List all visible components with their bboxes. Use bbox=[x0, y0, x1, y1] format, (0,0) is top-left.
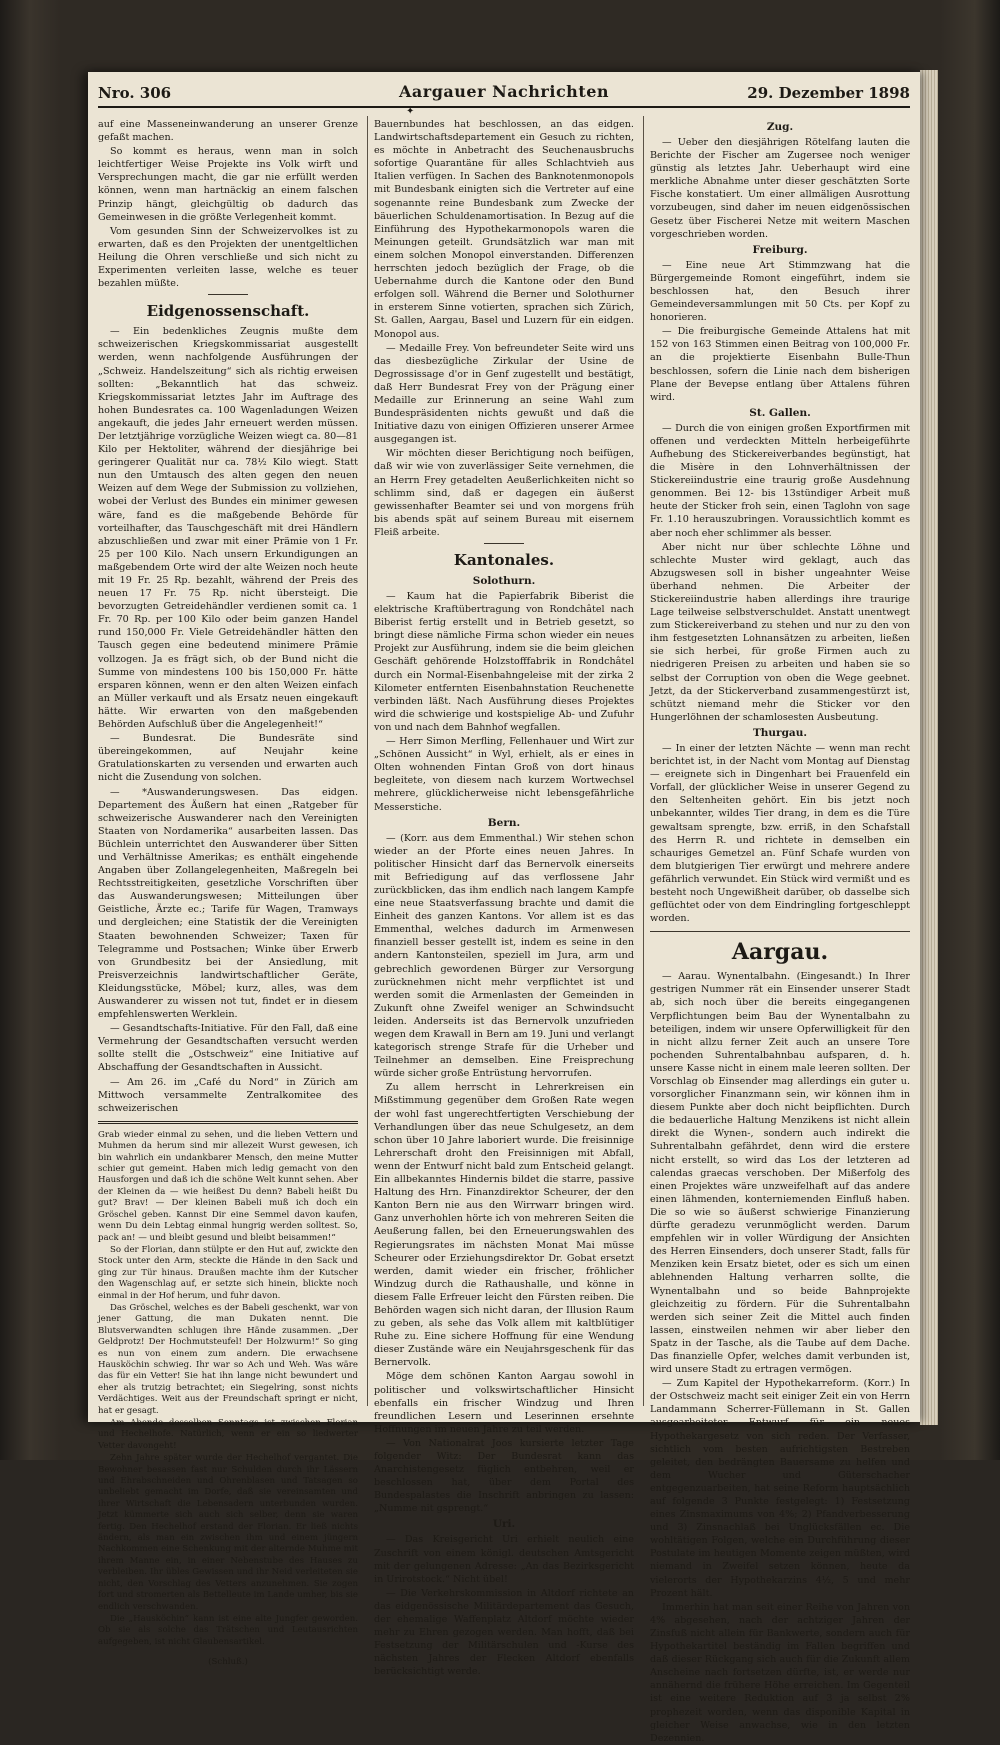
section-heading: Aargau. bbox=[731, 939, 829, 966]
paragraph: Bauernbundes hat beschlossen, an das eidgen. Landwirtschaftsdepartement ein Gesuch zu richten, es möchte in Anbetracht des Seuchenausbruchs sofortige Quarantäne für alles Schlachtvieh aus Italien verfügen. In Sachen des Banknotenmonopols mit Bundesbank einigten sich die Vertreter auf eine sogenannte reine Bundesbank zum Zwecke der bäuerlichen Schuldenamortisation. In Bezug auf die Einführung des Hypothekarmonopols waren die Meinungen geteilt. Grundsätzlich war man mit einem solchen Monopol einverstanden. Differenzen herrschten jedoch bezüglich der Frage, ob die Uebernahme durch die Kantone oder den Bund erfolgen soll. Während die Berner und Solothurner in ersterem Sinne votierten, sprachen sich Zürich, St. Gallen, Aargau, Basel und Luzern für ein eidgen. Monopol aus. bbox=[374, 119, 634, 340]
ornament-icon: ✦ bbox=[406, 106, 415, 117]
divider bbox=[650, 931, 910, 932]
section-heading: Kantonales. bbox=[453, 551, 555, 569]
paragraph: — Herr Simon Merfling, Fellenhauer und Wirt zur „Schönen Aussicht“ in Wyl, erhielt, als er eines in Olten wohnenden Fintan Groß von dort hinaus begleitete, von diesem nach kurzem Wortwechsel mehrere, glücklicherweise nicht lebensgefährliche Messerstiche. bbox=[374, 736, 634, 813]
paragraph: auf eine Masseneinwanderung an unserer Grenze gefaßt machen. bbox=[98, 119, 358, 144]
paragraph: Möge dem schönen Kanton Aargau sowohl in politischer und volkswirtschaftlicher Hinsicht ebenfalls ein frischer Windzug und Ihren freundlichen Lesern und Leserinnen ersehnte Hoffnungen im neuen Jahre zu teil werden. bbox=[374, 1371, 634, 1435]
paragraph: Wir möchten dieser Berichtigung noch beifügen, daß wir wie von zuverlässiger Seite vernehmen, die an Herrn Frey getadelten Aeußerlichkeiten nicht so schlimm sind, daß er dagegen ein äußerst gewissenhafter Beamter sei und von morgens früh bis abends spät auf seinem Bureau mit eisernem Fleiß arbeite. bbox=[374, 448, 634, 538]
issue-number: Nro. 306 bbox=[98, 84, 172, 102]
paragraph: — In einer der letzten Nächte — wenn man recht berichtet ist, in der Nacht vom Montag auf Dienstag — ereignete sich in Dingenhart bei Frauenfeld ein Vorfall, der glücklicher Weise in unserer Gegend zu den Seltenheiten gehört. Ein bis jetzt noch unbekannter, wildes Tier drang, in dem es die Türe gewaltsam sprengte, bzw. erriß, in den Schafstall des Herrn R. und richtete in demselben ein schauriges Gemetzel an. Fünf Schafe wurden von dem blutgierigen Tier erwürgt und mehrere andere gefährlich verwundet. Ein Stück wird vermißt und es besteht noch Ungewißheit darüber, ob dasselbe sich geflüchtet oder von dem Eindringling fortgeschleppt worden. bbox=[650, 742, 910, 925]
paragraph: — Durch die von einigen großen Exportfirmen mit offenen und verdeckten Mitteln herbeigeführte Aufhebung des Stickereiverbandes begünstigt, hat die Misère in den Lohnverhältnissen der Stickereiindustrie eine traurig große Ausdehnung genommen. Bei 12- bis 13stündiger Arbeit muß heute der Sticker froh sein, einen Taglohn von sage Fr. 1.10 herauszubringen. Voraussichtlich kommt es aber noch eher schlimmer als besser. bbox=[650, 422, 910, 539]
divider bbox=[484, 543, 524, 544]
paragraph: — Die Verkehrskommission in Altdorf richtete an das eidgenössische Militärdepartement das Gesuch, der ehemalige Waffenplatz Altdorf möchte wieder mehr zu Ehren gezogen werden. Man hofft, daß bei Festsetzung der Militärschulen und -Kurse des nächsten Jahres der Flecken Altdorf ebenfalls berücksichtigt werde. bbox=[374, 1587, 634, 1678]
feuilleton-paragraph: Am Abende desselben Sonntags ist zwischen Florian und Hechelhofe. Natürlich, wenn er ein so liedwerter Vetter davongeht! bbox=[98, 1418, 358, 1451]
feuilleton-paragraph: Grab wieder einmal zu sehen, und die lieben Vettern und Muhmen da herum sind mir allezeit Wurst gewesen, ich bin wahrlich ein undankbarer Mensch, den meine Mutter schier gut gemeint. Haben mich ledig gemacht von den Hausforgen und daß ich die schöne Welt kunnt sehen. Aber der Kleinen da — wie heißest Du denn? Babeli heißt Du gut? Brav! — Der kleinen Babeli muß ich doch ein Gröschel geben. Kannst Dir eine Semmel davon kaufen, wenn Du dein Lebtag einmal hungrig werden solltest. So, pack an! — und bleibt gesund und bleibt beisammen!“ bbox=[98, 1129, 358, 1243]
paragraph: So kommt es heraus, wenn man in solch leichtfertiger Weise Projekte ins Volk wirft und Versprechungen macht, die gar nie erfüllt werden können, wenn man hartnäckig an einem falschen Prinzip hängt, gleichgültig ob dadurch das Gemeinwesen in die größte Verlegenheit kommt. bbox=[98, 146, 358, 223]
feuilleton-paragraph: Zehn Jahre später wurde der Hechelhof vergantet. Die Bewohner besassen fast nur Schulden durch ihr Lässern und Ehrabschneiden und Ohrenblasen und Tatsagen so unbeliebt gemacht im Dorfe, daß sie vereinsamten und ihrer Wirtschaft die Lebensadern unterbunden wurden. Jetzt kümmerte sich auch sich selber, denn sie waren fertig. Den Hechelhof erstand der Florian. Er ließ nichts ändern, als man ein zwischen ihm und einem jüngern Nachkommen eine Schenkung mit der alternde Muhme mit ihrem Manne ein, in einer Nebenstube des Hauses zu verbleiben. Ihr übles Gewissen und ihr Neid verleiteten sie nicht, den Vorschlag des Vetters anzunehmen. Sie zogen fort und stromerten als Bettelleute im Lande umher, bis sie endlich verschwanden. bbox=[98, 1453, 358, 1612]
newspaper-page bbox=[88, 72, 920, 1744]
subsection-heading: St. Gallen. bbox=[749, 406, 811, 419]
paragraph: — Bundesrat. Die Bundesräte sind übereingekommen, auf Neujahr keine Gratulationskarten zu versenden und erwarten auch nicht die Zusendung von solchen. bbox=[98, 733, 358, 784]
paragraph: — Zum Kapitel der Hypothekarreform. (Korr.) In der Ostschweiz macht seit einiger Zeit ein von Herrn Landammann Scherrer-Füllemann in St. Gallen ausgearbeiteter Entwurf für ein neues Hypothekargesetz von sich reden. Der Verfasser, sichtlich vom besten aufrichtigsten Bestreben geleitet, den bedrängten Bauersame zu helfen und dem Wucher und Güterschacher entgegenzuarbeiten, hat seine Reform hauptsächlich auf folgende 3 Punkte festgelegt: 1) Festsetzung eines Zinsmaximums von 4%; 2) Pfandverbesserung und 3) Zinsnachlaß bei Unglücksfällen ec. Die wohltätigen Folgen, welche ein Durchführung dieser Postulate im heutigen Momente zeigen müßten, wird niemand in Zweifel setzen können, heute da vielerorts der Hypothekarzins 4½, 5 und mehr Prozent hält. bbox=[650, 1378, 910, 1599]
paragraph: — Die freiburgische Gemeinde Attalens hat mit 152 von 163 Stimmen einen Beitrag von 100,000 Fr. an die projektierte Eisenbahn Bulle-Thun beschlossen, sofern die Linie nach dem bisherigen Plane der Bevepse entlang über Attalens führen wird. bbox=[650, 326, 910, 403]
subsection-heading: Freiburg. bbox=[752, 243, 808, 256]
paragraph: — Von Nationalrat Joos kursierte letzter Tage folgender Witz: Der Bundesrat kann das Anarchistengesetz füglich entbehren, weil er beschlossen hat, über dem Portal des Bundespalastes die Inschrift anbringen zu lassen: „Numme nit gsprengt.“ bbox=[374, 1437, 634, 1515]
paragraph: — Medaille Frey. Von befreundeter Seite wird uns das diesbezügliche Zirkular der Usine de Degrossissage d'or in Genf zugestellt und bestätigt, daß Herr Bundesrat Frey von der Prägung einer Medaille zur Erinnerung an seine Wahl zum Bundespräsidenten nichts gewußt und daß die Initiative dazu von einigen Offizieren unserer Armee ausgegangen ist. bbox=[374, 342, 634, 446]
paragraph: — Eine neue Art Stimmzwang hat die Bürgergemeinde Romont eingeführt, indem sie beschlossen hat, den Besuch ihrer Gemeindeversammlungen mit 50 Cts. per Kopf zu honorieren. bbox=[650, 259, 910, 324]
section-heading: Eidgenossenschaft. bbox=[146, 302, 310, 321]
feuilleton-divider bbox=[98, 1121, 358, 1124]
paragraph: — *Auswanderungswesen. Das eidgen. Departement des Äußern hat einen „Ratgeber für schweizerische Auswanderer nach den Vereinigten Staaten von Nordamerika“ ausarbeiten lassen. Das Büchlein unterrichtet den Auswanderer über Sitten und Verhältnisse Amerikas; es enthält eingehende Angaben über Zollangelegenheiten, Maßregeln bei Rechtsstreitigkeiten, gesetzliche Vorschriften über das Auswanderungswesen; Mitteilungen über Geistliche, Ärzte ec.; Tarife für Wagen, Tramways und dergleichen; eine Statistik der die Vereinigten Staaten bewohnenden Schweizer; Taxen für Telegramme und Postsachen; Winke über Erwerb von Grundbesitz bei der Ansiedlung, mit Preisverzeichnis landwirtschaftlicher Geräte, Kleidungsstücke, Möbel; kurz, alles, was dem Auswanderer zu wissen not tut, findet er in diesem empfehlenswerten Werklein. bbox=[98, 786, 358, 1021]
paragraph: — Gesandtschafts-Initiative. Für den Fall, daß eine Vermehrung der Gesandtschaften versucht werden sollte stellt die „Ostschweiz“ eine Initiative auf Abschaffung der Gesandtschaften in Aussicht. bbox=[98, 1023, 358, 1074]
header-rule bbox=[98, 106, 910, 108]
divider bbox=[208, 294, 248, 295]
paragraph: — Ein bedenkliches Zeugnis mußte dem schweizerischen Kriegskommissariat ausgestellt werden, wenn nachfolgende Ausführungen der „Schweiz. Handelszeitung“ sich als richtig erweisen sollten: „Bekanntlich hat das schweiz. Kriegskommissariat letztes Jahr im Auftrage des hohen Bundesrates ca. 100 Wagenladungen Weizen angekauft, die jedes Jahr erneuert werden müssen. Der letztjährige vorzügliche Weizen wiegt ca. 80—81 Kilo per Hektoliter, während der diesjährige bei geringerer Qualität nur ca. 78½ Kilo wiegt. Statt nun den Umtausch des alten gegen den neuen Weizen auf dem Wege der Submission zu vollziehen, wobei der Verlust des Bundes ein minimer gewesen wäre, fand es die maßgebende Behörde für vorteilhafter, das Tauschgeschäft mit drei Händlern abzuschließen und zwar mit einer Prämie von 1 Fr. 25 per 100 Kilo. Nach unsern Erkundigungen an maßgebendem Orte wird der alte Weizen noch heute mit 19 Fr. 25 Rp. bezahlt, während der Preis des neuen 17 Fr. 75 Rp. nicht übersteigt. Die bevorzugten Getreidehändler verdienen somit ca. 1 Fr. 70 Rp. per 100 Kilo oder beim ganzen Handel rund 150,000 Fr. Viele Getreidehändler hätten den Tausch gegen eine bedeutend minimere Prämie vollzogen. Ja es frägt sich, ob der Bund nicht die Summe von mindestens 100 bis 150,000 Fr. hätte ersparen können, wenn er den alten Weizen einfach an Müller verkauft und als Ersatz neuen eingekauft hätte. Wir erwarten von den maßgebenden Behörden Aufschluß über die Angelegenheit!“ bbox=[98, 326, 358, 731]
subsection-heading: Thurgau. bbox=[752, 726, 808, 739]
column-3 bbox=[650, 118, 910, 1744]
paragraph: — Am 26. im „Café du Nord“ in Zürich am Mittwoch versammelte Zentralkomitee des schweizerischen bbox=[98, 1076, 358, 1114]
feuilleton-paragraph: So der Florian, dann stülpte er den Hut auf, zwickte den Stock unter den Arm, steckte die Hände in den Sack und ging zur Tür hinaus. Draußen machte ihm der Kutscher den Wagenschlag auf, er setzte sich hinein, blickte noch einmal in der Hof herum, und fuhr davon. bbox=[98, 1244, 358, 1301]
end-mark: (Schluß.) bbox=[208, 1657, 248, 1668]
paragraph: — Aarau. Wynentalbahn. (Eingesandt.) In Ihrer gestrigen Nummer rät ein Einsender unserer Stadt ab, sich noch über die bereits eingegangenen Verpflichtungen beim Bau der Wynentalbahn zu beteiligen, indem wir unsere Opferwilligkeit für den in nicht allzu ferner Zeit auch an unsere Tore pochenden Suhrentalbahnbau aufsparen, d. h. unsere Kasse nicht in einem male leeren sollten. Der Vorschlag ob Einsender mag allerdings ein guter u. vorsorglicher Finanzmann sein, wir können ihm in diesem Punkte aber doch nicht beipflichten. Durch die bedauerliche Haltung Menzikens ist nicht allein direkt die Wynen-, sondern auch indirekt die Suhrentalbahn gefährdet, denn wird die erstere nicht erstellt, so wird das Los der letzteren ad calendas graecas verschoben. Der Mißerfolg des einen Projektes wäre unzweifelhaft auf das andere einen lähmenden, konterniemenden Einfluß haben. Die so wie so äußerst schwierige Finanzierung dürfte geradezu verunmöglicht werden. Darum empfehlen wir in voller Würdigung der Ansichten des Herren Einsenders, doch unserer Stadt, falls für Menziken kein Ersatz bietet, oder es sich um einen ablehnenden Haltung verharren sollte, die Wynentalbahn und so beide Bahnprojekte gleichzeitig zu fördern. Für die Suhrentalbahn werden sich seiner Zeit die Mittel auch finden lassen, einstweilen nehmen wir aber lieber den Spatz in der Tasche, als die Taube auf dem Dache. Das finanzielle Opfer, welches damit verbunden ist, wird unsere Stadt zu ertragen vermögen. bbox=[650, 971, 910, 1376]
feuilleton-paragraph: Das Gröschel, welches es der Babeli geschenkt, war von jener Gattung, die man Dukaten nennt. Die Blutsverwandten schlugen ihre Hände zusammen. „Der Geldprotz! Der Hochmutsteufel! Der Holzwurm!“ So ging es nun von einem zum andern. Die erwachsene Hausköchin schwieg. Ihr war so Ach und Weh. Was wäre das für ein Vetter! Sie hat ihn lange nicht bewundert und eher als trutzig betrachtet; ein Siegelring, sonst nichts Verdächtiges. Weit aus der Freundschaft springt er nicht, hat er gesagt. bbox=[98, 1302, 358, 1416]
column-2 bbox=[374, 118, 634, 1678]
paragraph: — Kaum hat die Papierfabrik Biberist die elektrische Kraftübertragung von Rondchâtel nach Biberist fertig erstellt und in Betrieb gesetzt, so bringt diese nämliche Firma schon wieder ein neues Projekt zur Ausführung, indem sie die beim gleichen Geschäft gehörende Holzstofffabrik in Rondchâtel durch ein Normal-Eisenbahngeleise mit der zirka 2 Kilometer entfernten Eisenbahnstation Reuchenette verbinden läßt. Nach Ausführung dieses Projektes wird die schwierige und kostspielige Ab- und Zufuhr von und nach dem Bahnhof wegfallen. bbox=[374, 591, 634, 733]
subsection-heading: Zug. bbox=[766, 121, 794, 133]
column-divider bbox=[643, 116, 644, 1406]
paragraph: — Das Kreisgericht Uri erhielt neulich eine Zuschrift von einem königl. deutschen Amtsgericht mit der gelungenen Adresse: „An das Bezirksgericht in Urirotstock.“ Nicht übel! bbox=[374, 1534, 634, 1585]
paragraph: — Ueber den diesjährigen Rötelfang lauten die Berichte der Fischer am Zugersee noch weniger günstig als letztes Jahr. Ueberhaupt wird eine merkliche Abnahme unter dieser geschätzten Sorte Fische konstatiert. Um einer allmäligen Ausrottung vorzubeugen, sind daher im neuen eidgenössischen Gesetz über Fischerei Netze mit weitern Maschen vorgeschrieben worden. bbox=[650, 137, 910, 240]
newspaper-title: Aargauer Nachrichten bbox=[398, 82, 610, 101]
feuilleton-paragraph: Die „Hausköchin“ kann ist eine alte Jungfer geworden. Ob sie als solche das Trätschen und Leutausrichten aufgegeben, ist nicht Glaubensartikel. bbox=[98, 1613, 358, 1647]
paragraph: Zu allem herrscht in Lehrerkreisen ein Mißstimmung gegenüber dem Großen Rate wegen der wohl fast ungerechtfertigten Verschiebung der Verhandlungen über das neue Schulgesetz, an dem schon über 10 Jahre laboriert wurde. Die freisinnige Lehrerschaft droht den Freisinnigen mit Abfall, wenn der Entwurf nicht bald zum Entscheid gelangt. Ein allbekanntes Hindernis bildet die starre, passive Haltung des Hrn. Finanzdirektor Scheurer, der den Kanton Bern nie aus den Wirrwarr bringen wird. Ganz unverhohlen hörte ich von mehreren Seiten die Aeußerung fallen, bei den Erneuerungswahlen des Regierungsrates im nächsten Monat Mai müsse Scheurer oder Erziehungsdirektor Dr. Gobat ersetzt werden, damit wieder ein frischer, fröhlicher Windzug durch die Rathaushalle, und könne in diesem Falle Erfreuer leicht den Fürsten reiben. Die Behörden wagen sich nicht daran, der Illusion Raum zu geben, als sehe das Volk allem mit kaltblütiger Ruhe zu. Eine sichere Hoffnung für eine Wendung dieser Zustände wäre ein Neujahrsgeschenk für das Bernervolk. bbox=[374, 1082, 634, 1369]
paragraph: Vom gesunden Sinn der Schweizervolkes ist zu erwarten, daß es den Projekten der unentgeltlichen Heilung die Ohren verschließe und sich nicht zu Experimenten verleiten lasse, welche es teuer bezahlen müßte. bbox=[98, 225, 358, 290]
subsection-heading: Bern. bbox=[487, 816, 521, 829]
issue-date: 29. Dezember 1898 bbox=[747, 84, 910, 102]
subsection-heading: Solothurn. bbox=[472, 575, 536, 587]
paragraph: Aber nicht nur über schlechte Löhne und schlechte Muster wird geklagt, auch das Abzugswesen soll in bisher ungeahnter Weise überhand nehmen. Die Arbeiter der Stickereiindustrie haben allerdings ihre traurige Lage teilweise selbstverschuldet. Anstatt unentwegt zum Stickereiverband zu stehen und nur zu den von ihm festgesetzten Lohnansätzen zu arbeiten, ließen sie sich herbei, für große Firmen auch zu niedrigeren Preisen zu arbeiten und haben sie so selbst der Corruption von oben die Wege geebnet. Jetzt, da der Stickerverband zusammengestürzt ist, schützt niemand mehr die Sticker vor den Hungerlöhnen der schamlosesten Ausbeutung. bbox=[650, 541, 910, 723]
page-edge bbox=[920, 70, 938, 1425]
subsection-heading: Uri. bbox=[492, 1518, 516, 1531]
paragraph: — (Korr. aus dem Emmenthal.) Wir stehen schon wieder an der Pforte eines neuen Jahres. In politischer Hinsicht darf das Bernervolk einerseits mit Befriedigung auf das verflossene Jahr zurückblicken, das ihm endlich nach langem Kampfe eine neue Staatsverfassung brachte und damit die Einheit des ganzen Kantons. Vor allem ist es das Emmenthal, welches dadurch im Armenwesen finanziell besser gestellt ist, indem es seine in den andern Kantonsteilen, speziell im Jura, arm und gebrechlich gewordenen Bürger zur Versorgung zurücknehmen nicht mehr verpflichtet ist und werden somit die Armenlasten der Gemeinden in Zukunft ohne Zweifel weniger an Schwindsucht leiden. Anderseits ist das Bernervolk unzufrieden wegen dem Krawall in Bern am 19. Juni und verlangt kategorisch strenge Strafe für die Urheber und Teilnehmer an demselben. Eine Freisprechung würde sicher große Entrüstung hervorrufen. bbox=[374, 832, 634, 1080]
paragraph: Immerhin hat man seit einer Reihe von Jahren von 4% abgesehen, nach der achtziger Jahren der Zinsfuß nicht allein für Bankwerte, sondern auch für Hypothekartitel beständig im Fallen begriffen und daß dieser Rückgang sich auch für die Zukunft allem Anscheine nach fortsetzen dürfte, ist, er werde nur annähernd die frühere Höhe erreichen. Im Gegenteil ist eine weitere Reduktion auf 3 ja selbst 2% prophezeit worden, wenn das disponible Kapital in gleicher Weise anwachse, wie in den letzten Dezennien. bbox=[650, 1601, 910, 1744]
column-divider bbox=[367, 116, 368, 1406]
column-1 bbox=[98, 118, 358, 1668]
